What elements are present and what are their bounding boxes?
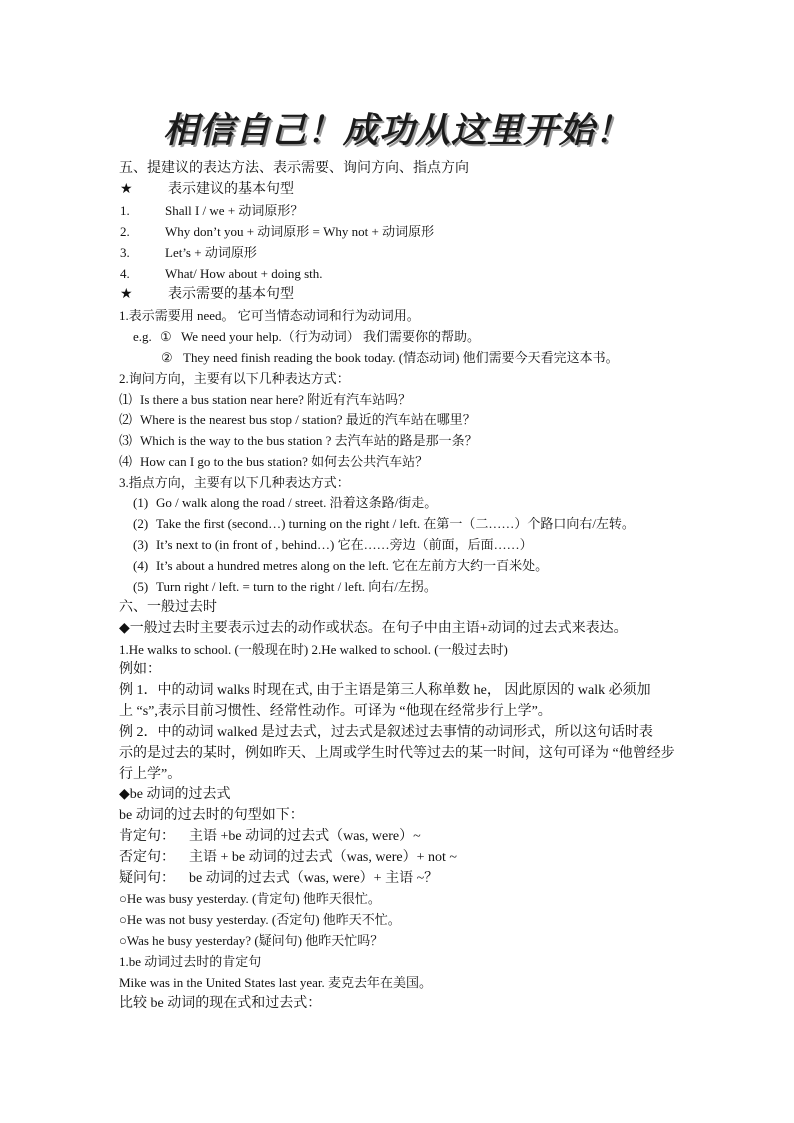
page-title: 相信自己！成功从这里开始！ (162, 110, 631, 151)
star-icon: ★ (120, 182, 133, 197)
star-icon: ★ (120, 287, 133, 302)
